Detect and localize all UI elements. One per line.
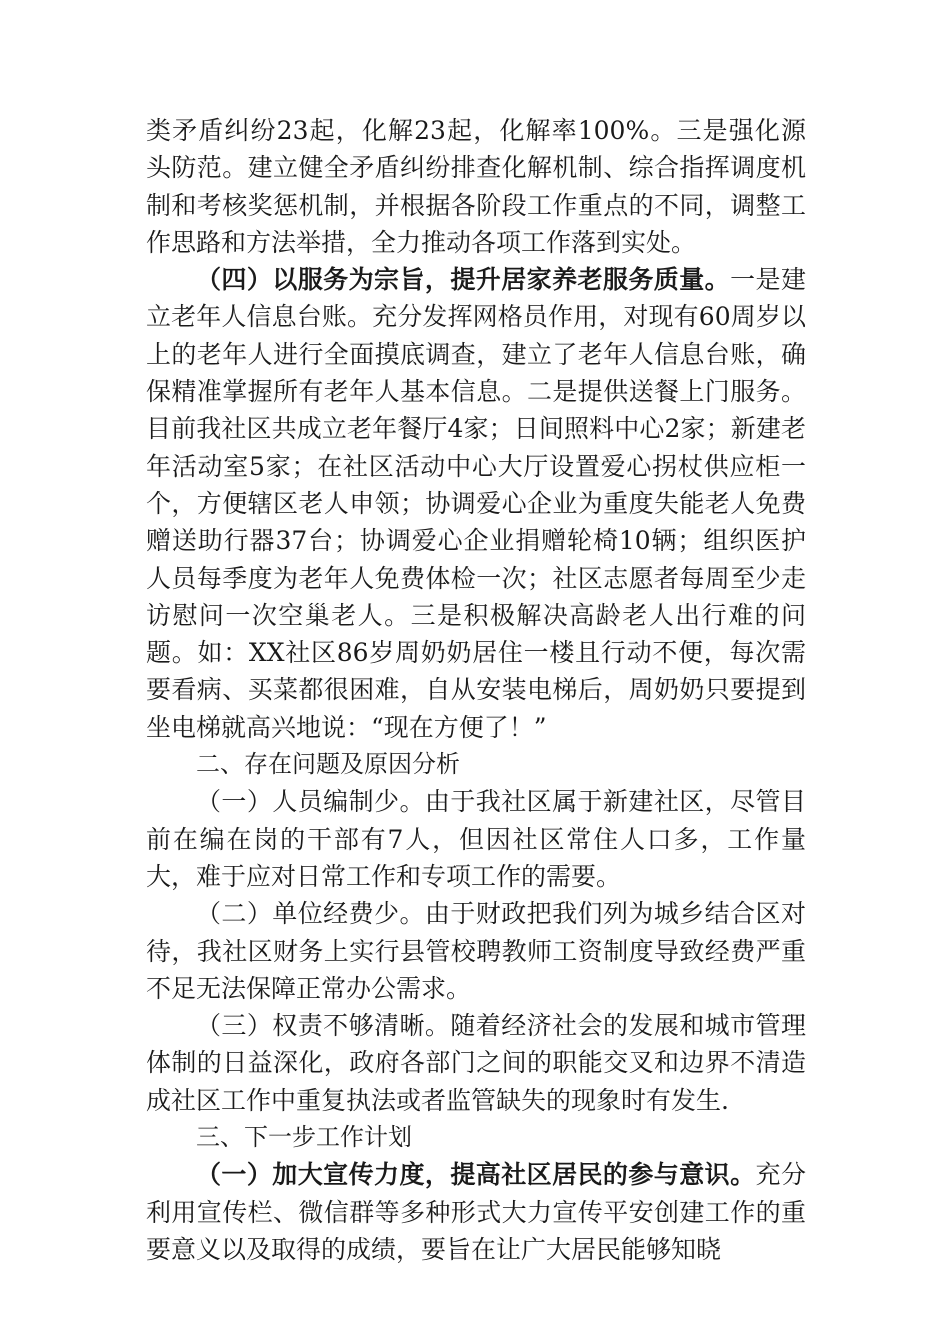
paragraph-body: 一是建立老年人信息台账。充分发挥网格员作用，对现有60周岁以上的老年人进行全面摸底调查，建立了老年人信息台账，确保精准掌握所有老年人基本信息。二是提供送餐上门服务。目前我社区共成立老年餐厅4家；日间照料中心2家；新建老年活动室5家；在社区活动中心大厅设置爱心拐杖供应柜一个，方便辖区老人申领；协调爱心企业为重度失能老人免费赠送助行器37台；协调爱心企业捐赠轮椅10辆；组织医护人员每季度为老年人免费体检一次；社区志愿者每周至少走访慰问一次空巢老人。三是积极解决高龄老人出行难的问题。如：XX社区86岁周奶奶居住一楼且行动不便，每次需要看病、买菜都很困难，自从安装电梯后，周奶奶只要提到坐电梯就高兴地说：“现在方便了！” xyxy=(146,265,806,742)
paragraph-funding: （二）单位经费少。由于财政把我们列为城乡结合区对待，我社区财务上实行县管校聘教师工资制度导致经费严重不足无法保障正常办公需求。 xyxy=(146,899,806,1003)
paragraph-lead: （一）加大宣传力度，提高社区居民的参与意识。 xyxy=(196,1160,756,1190)
paragraph-dispute-resolution: 类矛盾纠纷23起，化解23起，化解率100%。三是强化源头防范。建立健全矛盾纠纷排查化解机制、综合指挥调度机制和考核奖惩机制，并根据各阶段工作重点的不同，调整工作思路和方法举措，全力推动各项工作落到实处。 xyxy=(146,116,806,257)
paragraph-responsibilities: （三）权责不够清晰。随着经济社会的发展和城市管理体制的日益深化，政府各部门之间的职能交叉和边界不清造成社区工作中重复执法或者监管缺失的现象时有发生. xyxy=(146,1011,806,1115)
paragraph-publicity xyxy=(146,1156,806,1268)
section-heading-next-steps: 三、下一步工作计划 xyxy=(196,1123,412,1152)
document-body xyxy=(146,112,806,1268)
paragraph-lead: （四）以服务为宗旨，提升居家养老服务质量。 xyxy=(196,265,731,295)
paragraph-elderly-care xyxy=(146,261,806,746)
section-heading-problems: 二、存在问题及原因分析 xyxy=(196,750,460,779)
paragraph-staffing: （一）人员编制少。由于我社区属于新建社区，尽管目前在编在岗的干部有7人，但因社区常住人口多，工作量大，难于应对日常工作和专项工作的需要。 xyxy=(146,787,806,891)
paragraph-body: 充分利用宣传栏、微信群等多种形式大力宣传平安创建工作的重要意义以及取得的成绩，要旨在让广大居民能够知晓 xyxy=(146,1160,806,1264)
